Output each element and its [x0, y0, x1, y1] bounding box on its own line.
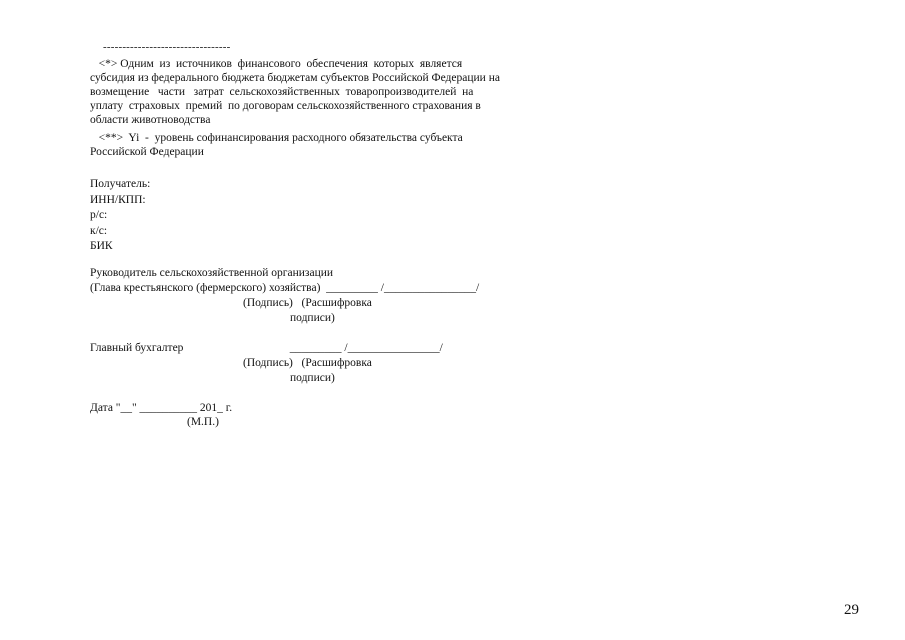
accountant-signature-caption: (Подпись) (Расшифровка	[243, 357, 372, 369]
accountant-signature-caption-cont: подписи)	[290, 372, 335, 384]
head-signature-caption-cont: подписи)	[290, 312, 335, 324]
footnote-2-line: Российской Федерации	[90, 146, 204, 158]
settlement-account-label: р/с:	[90, 209, 108, 221]
bik-label: БИК	[90, 240, 113, 252]
footnote-2	[90, 131, 560, 159]
correspondent-account-label: к/с:	[90, 224, 108, 237]
head-title-line2: (Глава крестьянского (фермерского) хозяйства) _________ /________________/	[90, 282, 480, 294]
stamp-placeholder: (М.П.)	[187, 416, 219, 428]
recipient-block	[90, 177, 150, 255]
footnote-2-line: <**> Yi - уровень софинансирования расходного обязательства субъекта	[90, 132, 463, 144]
footnote-1-line: области животноводства	[90, 114, 211, 126]
date-line: Дата "__" __________ 201_ г.	[90, 402, 233, 414]
footnote-1-line: возмещение части затрат сельскохозяйственных товаропроизводителей на	[90, 86, 474, 98]
head-title-line1: Руководитель сельскохозяйственной организации	[90, 267, 334, 279]
head-signature-caption: (Подпись) (Расшифровка	[243, 297, 372, 309]
footnote-1-line: уплату страховых премий по договорам сельскохозяйственного страхования в	[90, 100, 481, 112]
inn-kpp-label: ИНН/КПП:	[90, 193, 146, 206]
accountant-title-line: Главный бухгалтер _________ /________________/	[90, 342, 443, 354]
page-number: 29	[844, 602, 859, 618]
recipient-label: Получатель:	[90, 178, 151, 190]
footnote-1-line: субсидия из федерального бюджета бюджетам субъектов Российской Федерации на	[90, 72, 500, 84]
footnote-1-line: <*> Одним из источников финансового обеспечения которых является	[90, 58, 463, 70]
footnote-1	[90, 57, 560, 127]
footnote-separator: ---------------------------------	[103, 41, 231, 53]
